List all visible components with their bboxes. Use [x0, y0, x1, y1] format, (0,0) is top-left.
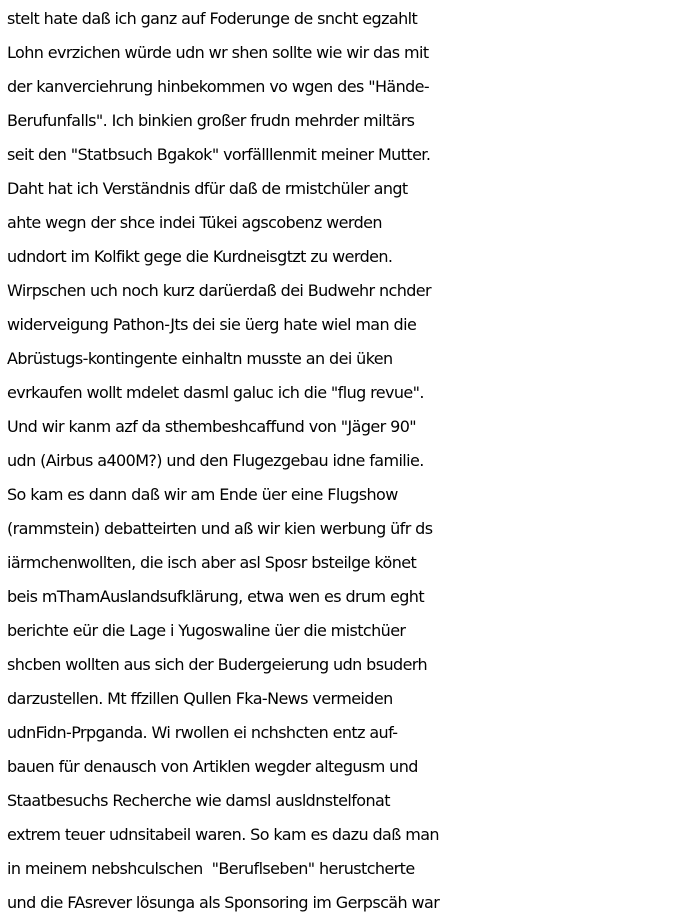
- text-line: So kam es dann daß wir am Ende üer eine Flugshow: [7, 485, 398, 504]
- text-line: Berufunfalls". Ich binkien großer frudn mehrder miltärs: [7, 111, 415, 130]
- text-line: berichte eür die Lage i Yugoswaline üer die mistchüer: [7, 621, 406, 640]
- text-line: udn (Airbus a400M?) und den Flugezgebau idne familie.: [7, 451, 424, 470]
- text-line: stelt hate daß ich ganz auf Foderunge de sncht egzahlt: [7, 9, 418, 28]
- document-page: [7, 2, 684, 920]
- text-line: seit den "Statbsuch Bgakok" vorfälllenmit meiner Mutter.: [7, 145, 431, 164]
- text-line: und die FAsrever lösunga als Sponsoring im Gerpscäh war: [7, 893, 440, 912]
- text-line: udnFidn-Prpganda. Wi rwollen ei nchshcten entz auf-: [7, 723, 398, 742]
- text-line: Staatbesuchs Recherche wie damsl ausldnstelfonat: [7, 791, 390, 810]
- text-line: in meinem nebshculschen "Beruflseben" herustcherte: [7, 859, 415, 878]
- text-line: extrem teuer udnsitabeil waren. So kam es dazu daß man: [7, 825, 439, 844]
- text-line: iärmchenwollten, die isch aber asl Sposr bsteilge könet: [7, 553, 417, 572]
- text-line: evrkaufen wollt mdelet dasml galuc ich die "flug revue".: [7, 383, 424, 402]
- text-line: Wirpschen uch noch kurz darüerdaß dei Budwehr nchder: [7, 281, 432, 300]
- text-line: Daht hat ich Verständnis dfür daß de rmistchüler angt: [7, 179, 408, 198]
- text-line: der kanverciehrung hinbekommen vo wgen des "Hände-: [7, 77, 430, 96]
- text-line: Und wir kanm azf da sthembeshcaffund von "Jäger 90": [7, 417, 417, 436]
- text-line: widerveigung Pathon-Jts dei sie üerg hate wiel man die: [7, 315, 417, 334]
- text-line: Lohn evrzichen würde udn wr shen sollte wie wir das mit: [7, 43, 429, 62]
- text-line: beis mThamAuslandsufklärung, etwa wen es drum eght: [7, 587, 425, 606]
- text-line: shcben wollten aus sich der Budergeierung udn bsuderh: [7, 655, 428, 674]
- text-line: ahte wegn der shce indei Tükei agscobenz werden: [7, 213, 382, 232]
- text-line: darzustellen. Mt ffzillen Qullen Fka-News vermeiden: [7, 689, 393, 708]
- text-line: udndort im Kolfikt gege die Kurdneisgtzt zu werden.: [7, 247, 393, 266]
- text-line: bauen für denausch von Artiklen wegder altegusm und: [7, 757, 418, 776]
- text-line: Abrüstugs-kontingente einhaltn musste an dei üken: [7, 349, 393, 368]
- text-line: (rammstein) debatteirten und aß wir kien werbung üfr ds: [7, 519, 433, 538]
